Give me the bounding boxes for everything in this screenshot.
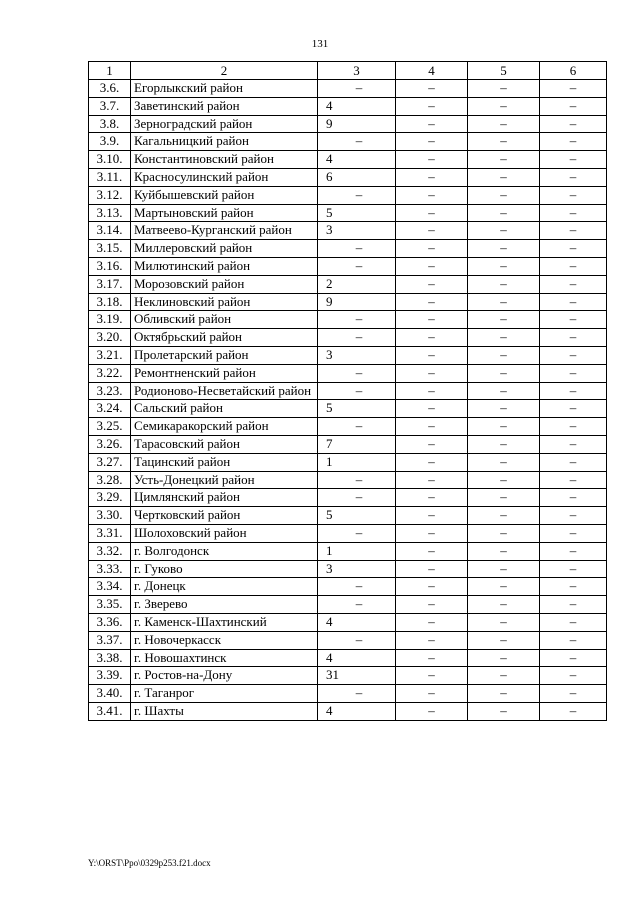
column-5-cell: –: [468, 542, 540, 560]
table-row: [89, 311, 607, 329]
table-header-row: [89, 62, 607, 80]
column-4-cell: –: [396, 667, 468, 685]
row-number-cell: 3.36.: [89, 613, 131, 631]
column-5-cell: –: [468, 257, 540, 275]
column-6-cell: –: [540, 133, 607, 151]
district-name-cell: г. Гуково: [131, 560, 318, 578]
district-name-cell: г. Таганрог: [131, 685, 318, 703]
table-body: [89, 80, 607, 721]
column-4-cell: –: [396, 275, 468, 293]
table-row: [89, 471, 607, 489]
column-5-cell: –: [468, 97, 540, 115]
column-4-cell: –: [396, 649, 468, 667]
column-6-cell: –: [540, 524, 607, 542]
column-4-cell: –: [396, 382, 468, 400]
column-6-cell: –: [540, 435, 607, 453]
column-3-cell: –: [318, 471, 396, 489]
row-number-cell: 3.31.: [89, 524, 131, 542]
column-3-cell: 5: [318, 507, 396, 525]
column-4-cell: –: [396, 115, 468, 133]
district-name-cell: Милютинский район: [131, 257, 318, 275]
column-4-cell: –: [396, 311, 468, 329]
column-6-cell: –: [540, 257, 607, 275]
table-row: [89, 400, 607, 418]
district-name-cell: Красносулинский район: [131, 168, 318, 186]
column-4-cell: –: [396, 542, 468, 560]
district-name-cell: Заветинский район: [131, 97, 318, 115]
column-5-cell: –: [468, 507, 540, 525]
district-name-cell: г. Зверево: [131, 596, 318, 614]
column-3-cell: –: [318, 631, 396, 649]
column-4-cell: –: [396, 222, 468, 240]
district-name-cell: Усть-Донецкий район: [131, 471, 318, 489]
table-row: [89, 240, 607, 258]
column-4-cell: –: [396, 702, 468, 720]
column-5-cell: –: [468, 222, 540, 240]
column-3-cell: –: [318, 311, 396, 329]
column-5-cell: –: [468, 311, 540, 329]
row-number-cell: 3.8.: [89, 115, 131, 133]
column-3-cell: 4: [318, 702, 396, 720]
district-name-cell: Тарасовский район: [131, 435, 318, 453]
column-3-cell: 1: [318, 542, 396, 560]
column-3-cell: –: [318, 133, 396, 151]
column-6-cell: –: [540, 702, 607, 720]
table-row: [89, 80, 607, 98]
table-row: [89, 631, 607, 649]
column-4-cell: –: [396, 524, 468, 542]
column-3-cell: –: [318, 489, 396, 507]
column-5-cell: –: [468, 400, 540, 418]
column-6-cell: –: [540, 596, 607, 614]
district-name-cell: Чертковский район: [131, 507, 318, 525]
column-3-cell: –: [318, 524, 396, 542]
district-name-cell: г. Ростов-на-Дону: [131, 667, 318, 685]
column-6-cell: –: [540, 382, 607, 400]
row-number-cell: 3.24.: [89, 400, 131, 418]
row-number-cell: 3.30.: [89, 507, 131, 525]
table-row: [89, 667, 607, 685]
column-4-cell: –: [396, 400, 468, 418]
column-3-cell: –: [318, 382, 396, 400]
data-table: [88, 61, 607, 721]
row-number-cell: 3.9.: [89, 133, 131, 151]
table-row: [89, 97, 607, 115]
column-3-cell: –: [318, 578, 396, 596]
column-5-cell: –: [468, 596, 540, 614]
column-5-cell: –: [468, 631, 540, 649]
column-5-cell: –: [468, 471, 540, 489]
column-4-cell: –: [396, 293, 468, 311]
row-number-cell: 3.32.: [89, 542, 131, 560]
table-row: [89, 542, 607, 560]
column-3-cell: –: [318, 685, 396, 703]
column-4-cell: –: [396, 471, 468, 489]
column-4-cell: –: [396, 257, 468, 275]
column-5-cell: –: [468, 204, 540, 222]
column-5-cell: –: [468, 329, 540, 347]
row-number-cell: 3.29.: [89, 489, 131, 507]
district-name-cell: Матвеево-Курганский район: [131, 222, 318, 240]
table-row: [89, 685, 607, 703]
column-6-cell: –: [540, 275, 607, 293]
table-row: [89, 524, 607, 542]
column-5-cell: –: [468, 168, 540, 186]
district-name-cell: Родионово-Несветайский район: [131, 382, 318, 400]
column-4-cell: –: [396, 240, 468, 258]
column-5-cell: –: [468, 435, 540, 453]
column-6-cell: –: [540, 186, 607, 204]
row-number-cell: 3.26.: [89, 435, 131, 453]
row-number-cell: 3.27.: [89, 453, 131, 471]
column-3-cell: 1: [318, 453, 396, 471]
column-4-cell: –: [396, 507, 468, 525]
column-5-cell: –: [468, 275, 540, 293]
column-5-cell: –: [468, 364, 540, 382]
column-3-cell: 7: [318, 435, 396, 453]
column-4-cell: –: [396, 560, 468, 578]
district-name-cell: Семикаракорский район: [131, 418, 318, 436]
column-6-cell: –: [540, 293, 607, 311]
table-row: [89, 204, 607, 222]
table-row: [89, 702, 607, 720]
table-row: [89, 435, 607, 453]
column-3-cell: –: [318, 329, 396, 347]
column-6-cell: –: [540, 489, 607, 507]
column-5-cell: –: [468, 524, 540, 542]
column-5-cell: –: [468, 685, 540, 703]
table-row: [89, 596, 607, 614]
column-5-cell: –: [468, 151, 540, 169]
column-3-cell: 3: [318, 222, 396, 240]
column-6-cell: –: [540, 329, 607, 347]
table-row: [89, 346, 607, 364]
row-number-cell: 3.41.: [89, 702, 131, 720]
column-3-cell: 6: [318, 168, 396, 186]
column-4-cell: –: [396, 489, 468, 507]
row-number-cell: 3.15.: [89, 240, 131, 258]
column-6-cell: –: [540, 311, 607, 329]
column-6-cell: –: [540, 649, 607, 667]
row-number-cell: 3.39.: [89, 667, 131, 685]
column-3-cell: 9: [318, 293, 396, 311]
column-3-cell: 5: [318, 204, 396, 222]
district-name-cell: Цимлянский район: [131, 489, 318, 507]
district-name-cell: Зерноградский район: [131, 115, 318, 133]
row-number-cell: 3.14.: [89, 222, 131, 240]
district-name-cell: Миллеровский район: [131, 240, 318, 258]
column-6-cell: –: [540, 507, 607, 525]
column-3-cell: 9: [318, 115, 396, 133]
column-6-cell: –: [540, 471, 607, 489]
column-4-cell: –: [396, 186, 468, 204]
column-5-cell: –: [468, 489, 540, 507]
column-3-cell: 2: [318, 275, 396, 293]
row-number-cell: 3.22.: [89, 364, 131, 382]
column-4-cell: –: [396, 453, 468, 471]
column-6-cell: –: [540, 364, 607, 382]
column-3-cell: –: [318, 596, 396, 614]
column-5-cell: –: [468, 702, 540, 720]
column-5-cell: –: [468, 649, 540, 667]
table-row: [89, 507, 607, 525]
column-header: 3: [318, 62, 396, 80]
column-5-cell: –: [468, 240, 540, 258]
district-name-cell: Шолоховский район: [131, 524, 318, 542]
column-5-cell: –: [468, 578, 540, 596]
row-number-cell: 3.16.: [89, 257, 131, 275]
district-name-cell: Обливский район: [131, 311, 318, 329]
column-3-cell: –: [318, 80, 396, 98]
column-3-cell: 31: [318, 667, 396, 685]
column-3-cell: 3: [318, 560, 396, 578]
column-3-cell: –: [318, 240, 396, 258]
column-3-cell: –: [318, 257, 396, 275]
table-row: [89, 578, 607, 596]
district-name-cell: Сальский район: [131, 400, 318, 418]
column-4-cell: –: [396, 346, 468, 364]
row-number-cell: 3.12.: [89, 186, 131, 204]
column-6-cell: –: [540, 222, 607, 240]
column-6-cell: –: [540, 667, 607, 685]
column-6-cell: –: [540, 97, 607, 115]
column-5-cell: –: [468, 346, 540, 364]
column-3-cell: 4: [318, 649, 396, 667]
table-row: [89, 151, 607, 169]
row-number-cell: 3.21.: [89, 346, 131, 364]
table-row: [89, 418, 607, 436]
column-4-cell: –: [396, 168, 468, 186]
table-row: [89, 329, 607, 347]
table-row: [89, 275, 607, 293]
district-name-cell: Куйбышевский район: [131, 186, 318, 204]
table-row: [89, 649, 607, 667]
row-number-cell: 3.11.: [89, 168, 131, 186]
column-header: 1: [89, 62, 131, 80]
row-number-cell: 3.7.: [89, 97, 131, 115]
district-name-cell: Морозовский район: [131, 275, 318, 293]
column-4-cell: –: [396, 435, 468, 453]
column-4-cell: –: [396, 631, 468, 649]
row-number-cell: 3.37.: [89, 631, 131, 649]
district-name-cell: Константиновский район: [131, 151, 318, 169]
table-row: [89, 560, 607, 578]
column-6-cell: –: [540, 631, 607, 649]
table-row: [89, 293, 607, 311]
column-5-cell: –: [468, 418, 540, 436]
column-3-cell: –: [318, 418, 396, 436]
district-name-cell: Ремонтненский район: [131, 364, 318, 382]
district-name-cell: г. Новочеркасск: [131, 631, 318, 649]
column-6-cell: –: [540, 80, 607, 98]
column-4-cell: –: [396, 80, 468, 98]
column-3-cell: 4: [318, 97, 396, 115]
column-6-cell: –: [540, 418, 607, 436]
column-4-cell: –: [396, 329, 468, 347]
column-3-cell: 3: [318, 346, 396, 364]
row-number-cell: 3.17.: [89, 275, 131, 293]
table-row: [89, 168, 607, 186]
row-number-cell: 3.6.: [89, 80, 131, 98]
column-4-cell: –: [396, 151, 468, 169]
row-number-cell: 3.19.: [89, 311, 131, 329]
district-name-cell: г. Волгодонск: [131, 542, 318, 560]
table-row: [89, 382, 607, 400]
column-header: 2: [131, 62, 318, 80]
column-6-cell: –: [540, 115, 607, 133]
column-5-cell: –: [468, 667, 540, 685]
column-3-cell: 4: [318, 613, 396, 631]
column-4-cell: –: [396, 418, 468, 436]
column-5-cell: –: [468, 453, 540, 471]
column-5-cell: –: [468, 133, 540, 151]
district-name-cell: Пролетарский район: [131, 346, 318, 364]
column-3-cell: –: [318, 186, 396, 204]
district-name-cell: Егорлыкский район: [131, 80, 318, 98]
column-4-cell: –: [396, 364, 468, 382]
row-number-cell: 3.34.: [89, 578, 131, 596]
district-name-cell: г. Каменск-Шахтинский: [131, 613, 318, 631]
row-number-cell: 3.20.: [89, 329, 131, 347]
column-5-cell: –: [468, 382, 540, 400]
row-number-cell: 3.18.: [89, 293, 131, 311]
row-number-cell: 3.10.: [89, 151, 131, 169]
column-4-cell: –: [396, 204, 468, 222]
column-4-cell: –: [396, 97, 468, 115]
column-3-cell: 5: [318, 400, 396, 418]
column-6-cell: –: [540, 204, 607, 222]
column-6-cell: –: [540, 240, 607, 258]
table-row: [89, 364, 607, 382]
column-3-cell: –: [318, 364, 396, 382]
column-6-cell: –: [540, 168, 607, 186]
district-name-cell: г. Шахты: [131, 702, 318, 720]
table-row: [89, 453, 607, 471]
row-number-cell: 3.23.: [89, 382, 131, 400]
column-5-cell: –: [468, 560, 540, 578]
column-header: 4: [396, 62, 468, 80]
column-6-cell: –: [540, 453, 607, 471]
district-name-cell: Тацинский район: [131, 453, 318, 471]
district-name-cell: Мартыновский район: [131, 204, 318, 222]
row-number-cell: 3.33.: [89, 560, 131, 578]
district-name-cell: Октябрьский район: [131, 329, 318, 347]
column-6-cell: –: [540, 578, 607, 596]
column-6-cell: –: [540, 151, 607, 169]
column-5-cell: –: [468, 80, 540, 98]
column-5-cell: –: [468, 115, 540, 133]
column-3-cell: 4: [318, 151, 396, 169]
row-number-cell: 3.40.: [89, 685, 131, 703]
column-5-cell: –: [468, 293, 540, 311]
table-row: [89, 115, 607, 133]
column-6-cell: –: [540, 613, 607, 631]
column-4-cell: –: [396, 133, 468, 151]
column-6-cell: –: [540, 400, 607, 418]
column-6-cell: –: [540, 542, 607, 560]
column-5-cell: –: [468, 613, 540, 631]
table-row: [89, 489, 607, 507]
column-6-cell: –: [540, 685, 607, 703]
table-row: [89, 613, 607, 631]
column-4-cell: –: [396, 596, 468, 614]
column-4-cell: –: [396, 613, 468, 631]
row-number-cell: 3.35.: [89, 596, 131, 614]
table-row: [89, 186, 607, 204]
table-row: [89, 257, 607, 275]
district-name-cell: Неклиновский район: [131, 293, 318, 311]
column-header: 6: [540, 62, 607, 80]
district-name-cell: Кагальницкий район: [131, 133, 318, 151]
column-header: 5: [468, 62, 540, 80]
column-5-cell: –: [468, 186, 540, 204]
district-name-cell: г. Новошахтинск: [131, 649, 318, 667]
column-6-cell: –: [540, 346, 607, 364]
table-row: [89, 133, 607, 151]
district-name-cell: г. Донецк: [131, 578, 318, 596]
row-number-cell: 3.13.: [89, 204, 131, 222]
column-4-cell: –: [396, 578, 468, 596]
table-row: [89, 222, 607, 240]
column-4-cell: –: [396, 685, 468, 703]
row-number-cell: 3.38.: [89, 649, 131, 667]
row-number-cell: 3.25.: [89, 418, 131, 436]
footer-file-path: Y:\ORST\Ppo\0329p253.f21.docx: [88, 858, 211, 868]
row-number-cell: 3.28.: [89, 471, 131, 489]
page-number: 131: [311, 38, 329, 50]
column-6-cell: –: [540, 560, 607, 578]
